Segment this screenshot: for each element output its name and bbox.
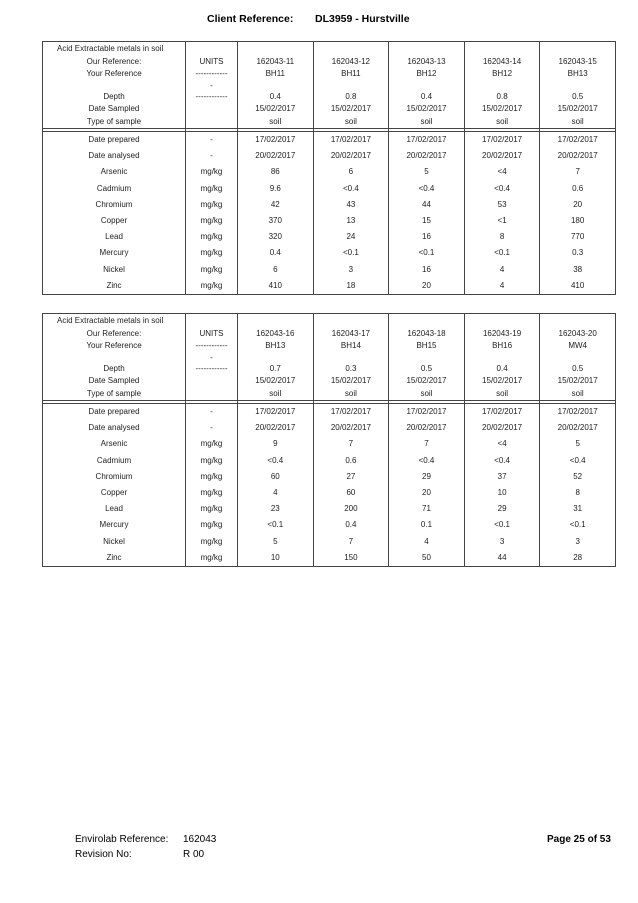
analyte-units: mg/kg (186, 485, 238, 501)
analyte-units: mg/kg (186, 213, 238, 229)
result-value: 16 (389, 229, 465, 245)
envirolab-reference-value: 162043 (183, 834, 217, 845)
result-value: 17/02/2017 (238, 132, 314, 149)
sample-type-value: soil (238, 116, 314, 129)
result-value: 24 (313, 229, 389, 245)
sample-type-row (43, 116, 616, 129)
revision-value: R 00 (183, 849, 205, 860)
analyte-name: Cadmium (43, 453, 186, 469)
result-value: 20/02/2017 (313, 148, 389, 164)
analyte-units: mg/kg (186, 436, 238, 452)
section-title-row (43, 314, 616, 328)
result-value: 13 (313, 213, 389, 229)
result-value: 10 (464, 485, 540, 501)
analyte-name: Zinc (43, 550, 186, 567)
date-sampled-value: 15/02/2017 (238, 375, 314, 388)
depth-label: Depth (43, 91, 186, 104)
result-value: 42 (238, 197, 314, 213)
your-reference-label: Your Reference (43, 68, 186, 81)
results-table (42, 41, 616, 295)
empty-cell (313, 42, 389, 56)
table-row (43, 181, 616, 197)
client-reference-value: DL3959 - Hurstville (315, 13, 410, 25)
page-number: Page 25 of 53 (547, 834, 611, 845)
result-value: 20/02/2017 (238, 420, 314, 436)
analyte-name: Mercury (43, 517, 186, 533)
result-value: 20/02/2017 (540, 148, 616, 164)
result-value: 53 (464, 197, 540, 213)
depth-value: 0.4 (238, 91, 314, 104)
date-sampled-value: 15/02/2017 (540, 375, 616, 388)
analyte-name: Date analysed (43, 148, 186, 164)
our-reference-row (43, 328, 616, 341)
dash-row (43, 353, 616, 363)
result-value: 7 (313, 534, 389, 550)
your-reference-label: Your Reference (43, 340, 186, 353)
result-value: 7 (389, 436, 465, 452)
result-value: 17/02/2017 (464, 132, 540, 149)
analyte-name: Nickel (43, 262, 186, 278)
date-sampled-label: Date Sampled (43, 375, 186, 388)
your-reference-value: BH11 (238, 68, 314, 81)
empty-cell (389, 81, 465, 91)
result-value: 8 (540, 485, 616, 501)
our-reference-value: 162043-13 (389, 56, 465, 69)
analyte-name: Date prepared (43, 404, 186, 421)
empty-cell (313, 314, 389, 328)
result-value: 770 (540, 229, 616, 245)
your-reference-value: BH15 (389, 340, 465, 353)
result-value: 4 (389, 534, 465, 550)
table-row (43, 197, 616, 213)
result-value: 4 (464, 278, 540, 295)
result-value: 150 (313, 550, 389, 567)
depth-value: 0.7 (238, 363, 314, 376)
your-reference-value: BH12 (389, 68, 465, 81)
result-value: 3 (313, 262, 389, 278)
result-value: 410 (238, 278, 314, 295)
sample-type-value: soil (540, 388, 616, 401)
units-header: UNITS (186, 328, 238, 341)
our-reference-value: 162043-15 (540, 56, 616, 69)
sample-type-value: soil (389, 388, 465, 401)
depth-value: 0.3 (313, 363, 389, 376)
empty-cell (464, 81, 540, 91)
result-value: 20/02/2017 (389, 148, 465, 164)
result-value: 20/02/2017 (313, 420, 389, 436)
table-row (43, 278, 616, 295)
result-value: <0.4 (389, 453, 465, 469)
result-value: 17/02/2017 (540, 404, 616, 421)
result-value: 86 (238, 164, 314, 180)
result-value: 6 (238, 262, 314, 278)
result-value: <0.1 (313, 245, 389, 261)
analyte-name: Chromium (43, 469, 186, 485)
result-value: 16 (389, 262, 465, 278)
depth-units: ------------ (186, 91, 238, 104)
result-value: 17/02/2017 (238, 404, 314, 421)
your-reference-value: BH16 (464, 340, 540, 353)
analyte-name: Arsenic (43, 436, 186, 452)
result-value: 20 (389, 485, 465, 501)
your-reference-value: BH13 (540, 68, 616, 81)
your-reference-value: BH12 (464, 68, 540, 81)
empty-cell (389, 353, 465, 363)
your-reference-value: BH11 (313, 68, 389, 81)
result-value: 37 (464, 469, 540, 485)
our-reference-value: 162043-20 (540, 328, 616, 341)
table-row (43, 132, 616, 149)
results-table (42, 313, 616, 567)
result-value: <0.1 (389, 245, 465, 261)
result-value: 17/02/2017 (389, 404, 465, 421)
our-reference-value: 162043-14 (464, 56, 540, 69)
analyte-units: mg/kg (186, 278, 238, 295)
depth-value: 0.4 (464, 363, 540, 376)
analyte-name: Nickel (43, 534, 186, 550)
analyte-units: - (186, 132, 238, 149)
depth-units: ------------ (186, 363, 238, 376)
empty-cell (238, 353, 314, 363)
empty-cell (389, 314, 465, 328)
page-footer (75, 832, 615, 862)
result-value: <0.4 (389, 181, 465, 197)
result-value: 5 (389, 164, 465, 180)
table-row (43, 404, 616, 421)
your-reference-value: MW4 (540, 340, 616, 353)
depth-value: 0.8 (313, 91, 389, 104)
result-value: <0.4 (464, 453, 540, 469)
empty-cell (186, 388, 238, 401)
analyte-name: Date analysed (43, 420, 186, 436)
our-reference-value: 162043-17 (313, 328, 389, 341)
empty-cell (313, 81, 389, 91)
result-value: 370 (238, 213, 314, 229)
depth-value: 0.4 (389, 91, 465, 104)
result-value: 0.3 (540, 245, 616, 261)
result-value: 7 (540, 164, 616, 180)
table-row (43, 229, 616, 245)
result-value: <4 (464, 436, 540, 452)
analyte-name: Arsenic (43, 164, 186, 180)
date-sampled-value: 15/02/2017 (389, 375, 465, 388)
dash-cell: - (186, 81, 238, 91)
date-sampled-row (43, 375, 616, 388)
date-sampled-row (43, 103, 616, 116)
result-value: 180 (540, 213, 616, 229)
analyte-units: mg/kg (186, 181, 238, 197)
empty-cell (540, 42, 616, 56)
analyte-units: mg/kg (186, 245, 238, 261)
empty-cell (540, 314, 616, 328)
our-reference-label: Our Reference: (43, 56, 186, 69)
table-row (43, 550, 616, 567)
result-value: 4 (464, 262, 540, 278)
date-sampled-value: 15/02/2017 (389, 103, 465, 116)
result-value: 44 (464, 550, 540, 567)
units-header: UNITS (186, 56, 238, 69)
empty-cell (464, 42, 540, 56)
result-value: <0.1 (464, 245, 540, 261)
table-row (43, 501, 616, 517)
analyte-units: - (186, 420, 238, 436)
result-value: 3 (464, 534, 540, 550)
result-value: 27 (313, 469, 389, 485)
our-reference-value: 162043-12 (313, 56, 389, 69)
result-value: 43 (313, 197, 389, 213)
analyte-name: Chromium (43, 197, 186, 213)
result-value: 20/02/2017 (464, 148, 540, 164)
result-value: 17/02/2017 (464, 404, 540, 421)
result-value: 18 (313, 278, 389, 295)
depth-row (43, 363, 616, 376)
result-value: 9 (238, 436, 314, 452)
your-reference-units: ------------ (186, 340, 238, 353)
analyte-name: Copper (43, 213, 186, 229)
our-reference-value: 162043-18 (389, 328, 465, 341)
your-reference-value: BH13 (238, 340, 314, 353)
client-reference-label: Client Reference: (207, 13, 294, 25)
result-value: 320 (238, 229, 314, 245)
date-sampled-value: 15/02/2017 (464, 375, 540, 388)
sample-type-value: soil (389, 116, 465, 129)
analyte-units: mg/kg (186, 469, 238, 485)
result-value: 71 (389, 501, 465, 517)
result-value: 6 (313, 164, 389, 180)
result-value: 0.6 (313, 453, 389, 469)
revision-label: Revision No: (75, 849, 132, 860)
table-row (43, 164, 616, 180)
analyte-name: Copper (43, 485, 186, 501)
empty-cell (540, 81, 616, 91)
result-value: <1 (464, 213, 540, 229)
sample-type-value: soil (238, 388, 314, 401)
sample-type-value: soil (540, 116, 616, 129)
your-reference-units: ------------ (186, 68, 238, 81)
empty-cell (464, 314, 540, 328)
result-value: 5 (238, 534, 314, 550)
result-value: 20/02/2017 (464, 420, 540, 436)
result-value: 20/02/2017 (238, 148, 314, 164)
result-value: 200 (313, 501, 389, 517)
analyte-units: mg/kg (186, 501, 238, 517)
dash-cell: - (186, 353, 238, 363)
your-reference-value: BH14 (313, 340, 389, 353)
section-title-row (43, 42, 616, 56)
result-value: <0.1 (464, 517, 540, 533)
analyte-name: Lead (43, 501, 186, 517)
result-value: <0.1 (540, 517, 616, 533)
result-value: 23 (238, 501, 314, 517)
result-value: <4 (464, 164, 540, 180)
table-row (43, 420, 616, 436)
sample-type-row (43, 388, 616, 401)
result-value: 28 (540, 550, 616, 567)
analyte-units: mg/kg (186, 453, 238, 469)
result-value: 60 (313, 485, 389, 501)
analyte-name: Date prepared (43, 132, 186, 149)
date-sampled-value: 15/02/2017 (540, 103, 616, 116)
result-value: 5 (540, 436, 616, 452)
empty-cell (389, 42, 465, 56)
empty-cell (238, 81, 314, 91)
sample-type-value: soil (464, 388, 540, 401)
result-value: 17/02/2017 (540, 132, 616, 149)
analyte-units: mg/kg (186, 550, 238, 567)
analyte-units: mg/kg (186, 229, 238, 245)
table-row (43, 485, 616, 501)
result-value: 60 (238, 469, 314, 485)
date-sampled-value: 15/02/2017 (313, 103, 389, 116)
result-value: 7 (313, 436, 389, 452)
date-sampled-value: 15/02/2017 (464, 103, 540, 116)
result-value: 10 (238, 550, 314, 567)
result-value: 9.6 (238, 181, 314, 197)
units-cell (186, 42, 238, 56)
table-row (43, 148, 616, 164)
result-value: 31 (540, 501, 616, 517)
result-value: 29 (464, 501, 540, 517)
date-sampled-value: 15/02/2017 (238, 103, 314, 116)
result-value: 50 (389, 550, 465, 567)
result-value: 29 (389, 469, 465, 485)
table-row (43, 436, 616, 452)
analyte-units: mg/kg (186, 197, 238, 213)
sample-type-value: soil (313, 388, 389, 401)
result-value: 20/02/2017 (540, 420, 616, 436)
depth-value: 0.5 (540, 91, 616, 104)
result-value: 3 (540, 534, 616, 550)
analyte-units: - (186, 148, 238, 164)
empty-cell (43, 81, 186, 91)
empty-cell (186, 116, 238, 129)
sample-type-label: Type of sample (43, 388, 186, 401)
analyte-units: mg/kg (186, 517, 238, 533)
analyte-name: Lead (43, 229, 186, 245)
result-value: 0.4 (313, 517, 389, 533)
section-title: Acid Extractable metals in soil (43, 42, 186, 56)
analyte-units: - (186, 404, 238, 421)
table-row (43, 245, 616, 261)
result-value: 0.4 (238, 245, 314, 261)
result-value: <0.4 (238, 453, 314, 469)
result-value: 0.1 (389, 517, 465, 533)
analyte-name: Cadmium (43, 181, 186, 197)
empty-cell (238, 42, 314, 56)
depth-label: Depth (43, 363, 186, 376)
your-reference-row (43, 340, 616, 353)
result-value: <0.4 (464, 181, 540, 197)
depth-value: 0.5 (389, 363, 465, 376)
result-value: 17/02/2017 (313, 404, 389, 421)
sample-type-value: soil (313, 116, 389, 129)
empty-cell (464, 353, 540, 363)
date-sampled-label: Date Sampled (43, 103, 186, 116)
empty-cell (43, 353, 186, 363)
dash-row (43, 81, 616, 91)
result-value: 38 (540, 262, 616, 278)
result-value: <0.4 (313, 181, 389, 197)
envirolab-reference-label: Envirolab Reference: (75, 834, 169, 845)
result-value: 20/02/2017 (389, 420, 465, 436)
result-value: 20 (389, 278, 465, 295)
result-value: 17/02/2017 (313, 132, 389, 149)
empty-cell (186, 103, 238, 116)
result-value: 15 (389, 213, 465, 229)
our-reference-row (43, 56, 616, 69)
empty-cell (313, 353, 389, 363)
analyte-name: Mercury (43, 245, 186, 261)
result-value: <0.4 (540, 453, 616, 469)
analyte-units: mg/kg (186, 534, 238, 550)
result-value: 17/02/2017 (389, 132, 465, 149)
section-title: Acid Extractable metals in soil (43, 314, 186, 328)
result-value: 20 (540, 197, 616, 213)
our-reference-value: 162043-11 (238, 56, 314, 69)
our-reference-value: 162043-19 (464, 328, 540, 341)
empty-cell (238, 314, 314, 328)
result-value: 52 (540, 469, 616, 485)
our-reference-label: Our Reference: (43, 328, 186, 341)
table-row (43, 262, 616, 278)
depth-value: 0.5 (540, 363, 616, 376)
result-value: <0.1 (238, 517, 314, 533)
units-cell (186, 314, 238, 328)
table-row (43, 453, 616, 469)
empty-cell (540, 353, 616, 363)
empty-cell (186, 375, 238, 388)
sample-type-label: Type of sample (43, 116, 186, 129)
table-row (43, 213, 616, 229)
table-row (43, 534, 616, 550)
our-reference-value: 162043-16 (238, 328, 314, 341)
result-value: 8 (464, 229, 540, 245)
analyte-name: Zinc (43, 278, 186, 295)
result-value: 4 (238, 485, 314, 501)
result-value: 44 (389, 197, 465, 213)
result-value: 0.6 (540, 181, 616, 197)
depth-value: 0.8 (464, 91, 540, 104)
analyte-units: mg/kg (186, 164, 238, 180)
analyte-units: mg/kg (186, 262, 238, 278)
sample-type-value: soil (464, 116, 540, 129)
depth-row (43, 91, 616, 104)
date-sampled-value: 15/02/2017 (313, 375, 389, 388)
your-reference-row (43, 68, 616, 81)
table-row (43, 469, 616, 485)
table-row (43, 517, 616, 533)
result-value: 410 (540, 278, 616, 295)
